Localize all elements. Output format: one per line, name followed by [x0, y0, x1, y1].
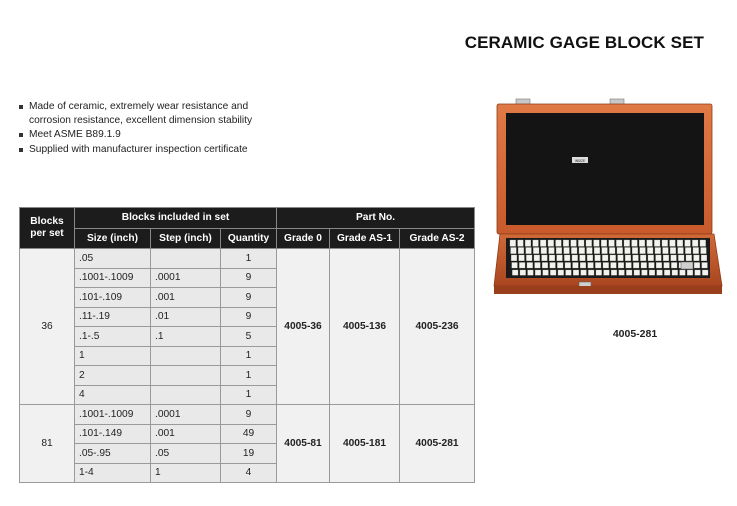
- header-grade-as2: Grade AS-2: [400, 229, 475, 249]
- size-cell: .101-.149: [75, 424, 151, 444]
- quantity-cell: 9: [221, 307, 277, 327]
- blocks-per-set-cell: 81: [20, 405, 75, 483]
- quantity-cell: 9: [221, 288, 277, 308]
- part-grade-0-cell: 4005-36: [277, 249, 330, 405]
- part-grade-as2-cell: 4005-281: [400, 405, 475, 483]
- size-cell: 2: [75, 366, 151, 386]
- header-size: Size (inch): [75, 229, 151, 249]
- quantity-cell: 9: [221, 268, 277, 288]
- size-cell: .101-.109: [75, 288, 151, 308]
- step-cell: .001: [151, 288, 221, 308]
- square-bullet-icon: [19, 105, 23, 109]
- step-cell: [151, 366, 221, 386]
- step-cell: .0001: [151, 405, 221, 425]
- quantity-cell: 1: [221, 385, 277, 405]
- quantity-cell: 49: [221, 424, 277, 444]
- step-cell: [151, 385, 221, 405]
- quantity-cell: 4: [221, 463, 277, 483]
- size-cell: .05: [75, 249, 151, 269]
- step-cell: [151, 346, 221, 366]
- size-cell: .1001-.1009: [75, 268, 151, 288]
- part-grade-as1-cell: 4005-181: [330, 405, 400, 483]
- size-cell: .1-.5: [75, 327, 151, 347]
- header-blocks-per-set: Blocks per set: [20, 208, 75, 249]
- step-cell: .1: [151, 327, 221, 347]
- gage-block-case-photo: [492, 94, 724, 316]
- feature-item: Supplied with manufacturer inspection certificate: [19, 143, 299, 157]
- feature-item: Meet ASME B89.1.9: [19, 128, 299, 142]
- spec-table: [19, 207, 475, 483]
- image-caption: 4005-281: [612, 328, 658, 340]
- page-title: CERAMIC GAGE BLOCK SET: [464, 33, 704, 52]
- case-front: [494, 286, 722, 294]
- step-cell: .05: [151, 444, 221, 464]
- header-blocks-included: Blocks included in set: [75, 208, 277, 229]
- step-cell: [151, 249, 221, 269]
- header-grade-0: Grade 0: [277, 229, 330, 249]
- size-cell: 1-4: [75, 463, 151, 483]
- quantity-cell: 1: [221, 366, 277, 386]
- size-cell: 4: [75, 385, 151, 405]
- part-grade-0-cell: 4005-81: [277, 405, 330, 483]
- step-cell: 1: [151, 463, 221, 483]
- part-grade-as2-cell: 4005-236: [400, 249, 475, 405]
- case-lining: [506, 113, 704, 225]
- header-step: Step (inch): [151, 229, 221, 249]
- header-grade-as1: Grade AS-1: [330, 229, 400, 249]
- blocks-per-set-cell: 36: [20, 249, 75, 405]
- step-cell: .0001: [151, 268, 221, 288]
- table-row: [20, 405, 475, 425]
- quantity-cell: 1: [221, 346, 277, 366]
- quantity-cell: 9: [221, 405, 277, 425]
- quantity-cell: 1: [221, 249, 277, 269]
- step-cell: .01: [151, 307, 221, 327]
- part-grade-as1-cell: 4005-136: [330, 249, 400, 405]
- quantity-cell: 5: [221, 327, 277, 347]
- header-quantity: Quantity: [221, 229, 277, 249]
- step-cell: .001: [151, 424, 221, 444]
- size-cell: 1: [75, 346, 151, 366]
- header-part-no: Part No.: [277, 208, 475, 229]
- square-bullet-icon: [19, 148, 23, 152]
- quantity-cell: 19: [221, 444, 277, 464]
- size-cell: .1001-.1009: [75, 405, 151, 425]
- brand-label-text: INSIZE: [574, 158, 586, 163]
- table-row: [20, 249, 475, 269]
- size-cell: .05-.95: [75, 444, 151, 464]
- latch-right: [681, 262, 693, 269]
- size-cell: .11-.19: [75, 307, 151, 327]
- feature-list: [19, 100, 299, 157]
- feature-item: Made of ceramic, extremely wear resistance and corrosion resistance, excellent dimension stability: [19, 100, 299, 128]
- square-bullet-icon: [19, 133, 23, 137]
